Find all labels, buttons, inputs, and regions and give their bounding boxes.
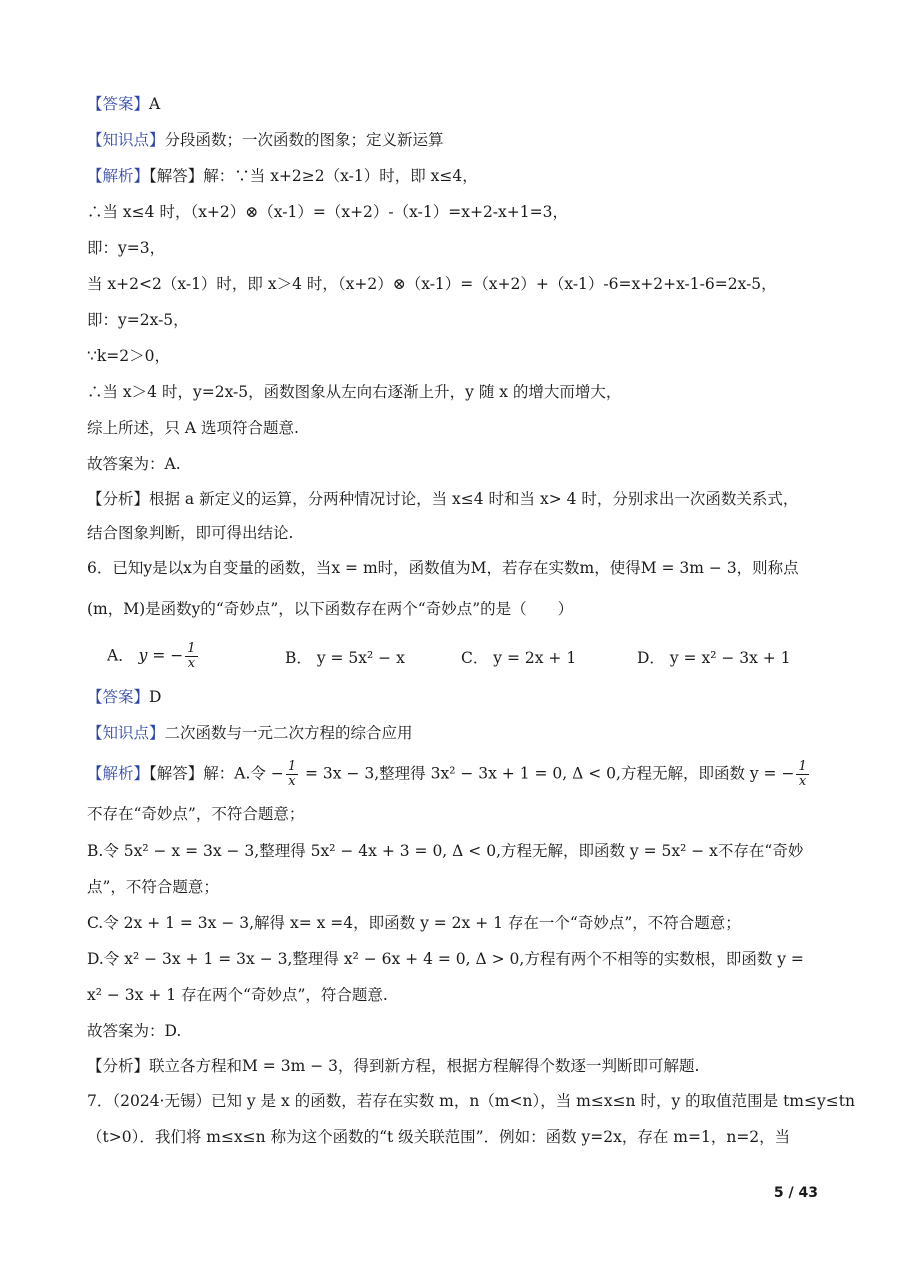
analysis-a-part2: = 3x − 3,整理得 3x² − 3x + 1 = 0, Δ < 0,方程无解，即函数 y = − [300, 764, 795, 783]
q6-final-answer: 故答案为：D. [87, 1022, 182, 1040]
q5-analysis-line-1: ∴当 x≤4 时，（x+2）⊗（x-1）=（x+2）-（x-1）=x+2-x+1=3， [87, 203, 568, 221]
q6-knowledge-line [87, 722, 825, 744]
q6-option-a [107, 642, 200, 671]
q7-stem-line-2: （t>0）．我们将 m≤x≤n 称为这个函数的“t 级关联范围”．例如：函数 y=2x，存在 m=1，n=2，当 [87, 1128, 791, 1146]
analysis-a-numerator-2: 1 [798, 759, 807, 774]
q6-analysis-b-line-2: 点”，不符合题意； [87, 878, 219, 896]
knowledge-tag: 【知识点】 [87, 724, 165, 742]
q6-analysis-a-line-2: 不存在“奇妙点”，不符合题意； [87, 805, 305, 823]
page-number: 5 / 43 [773, 1185, 818, 1201]
q6-stem-line-2: (m，M)是函数y的“奇妙点”，以下函数存在两个“奇妙点”的是（ ） [87, 600, 574, 618]
q5-fenxi-line-0: 【分析】根据 a 新定义的运算，分两种情况讨论，当 x≤4 时和当 x> 4 时，分别求出一次函数关系式， [87, 490, 799, 508]
q5-analysis-line-7: 综上所述，只 A 选项符合题意. [87, 419, 299, 437]
option-a-prefix: A． [107, 646, 134, 665]
q6-analysis-a-line [87, 760, 825, 789]
q6-answer: D [149, 688, 162, 706]
analysis-a-part1: 【解答】解：A.令 − [149, 764, 284, 783]
q6-fenxi: 【分析】联立各方程和M = 3m − 3，得到新方程，根据方程解得个数逐一判断即可解题. [87, 1057, 700, 1075]
q6-option-d: D． y = x² − 3x + 1 [637, 649, 791, 667]
q6-answer-line [87, 686, 825, 708]
analysis-tag: 【解析】 [87, 764, 150, 783]
analysis-text: 【解答】解：∵当 x+2≥2（x-1）时，即 x≤4， [149, 167, 478, 185]
q6-analysis-d-line-2: x² − 3x + 1 存在两个“奇妙点”，符合题意. [87, 986, 388, 1004]
q6-analysis-c-line: C.令 2x + 1 = 3x − 3,解得 x= x =4，即函数 y = 2x + 1 存在一个“奇妙点”，不符合题意； [87, 914, 741, 932]
option-a-fraction [185, 642, 197, 671]
option-a-lhs: y = − [138, 646, 184, 665]
analysis-a-numerator: 1 [287, 759, 297, 774]
analysis-tag: 【解析】 [87, 167, 150, 185]
q5-analysis-line-0 [87, 165, 825, 187]
q5-knowledge-line [87, 129, 825, 151]
option-a-denominator: x [187, 656, 196, 671]
q5-analysis-line-4: 即：y=2x-5， [87, 311, 189, 329]
option-a-numerator: 1 [187, 641, 196, 656]
q5-analysis-line-6: ∴当 x＞4 时，y=2x-5，函数图象从左向右逐渐上升，y 随 x 的增大而增大， [87, 383, 622, 401]
q5-analysis-line-8: 故答案为：A. [87, 455, 181, 473]
analysis-a-fraction-2 [796, 760, 808, 789]
analysis-a-denominator-2: x [798, 774, 807, 789]
analysis-a-fraction [286, 760, 298, 789]
q5-answer: A [149, 95, 161, 113]
q6-option-c: C． y = 2x + 1 [461, 649, 577, 667]
q6-analysis-d-line-1: D.令 x² − 3x + 1 = 3x − 3,整理得 x² − 6x + 4 = 0, Δ > 0,方程有两个不相等的实数根，即函数 y = [87, 950, 804, 968]
q6-knowledge: 二次函数与一元二次方程的综合应用 [164, 724, 413, 742]
answer-tag: 【答案】 [87, 95, 150, 113]
q7-stem-line-1: 7．（2024·无锡）已知 y 是 x 的函数，若存在实数 m，n（m<n），当 m≤x≤n 时，y 的取值范围是 tm≤y≤tn [87, 1092, 855, 1110]
q6-stem-line-1: 6．已知y是以x为自变量的函数，当x = m时，函数值为M，若存在实数m，使得M = 3m − 3，则称点 [87, 559, 799, 577]
q5-knowledge: 分段函数；一次函数的图象；定义新运算 [164, 131, 444, 149]
q6-option-b: B． y = 5x² − x [285, 649, 405, 667]
q5-answer-line [87, 93, 825, 115]
q5-analysis-line-2: 即：y=3， [87, 239, 166, 257]
q5-fenxi-line-1: 结合图象判断，即可得出结论. [87, 524, 294, 542]
answer-tag: 【答案】 [87, 688, 150, 706]
q5-analysis-line-5: ∵k=2＞0， [87, 347, 170, 365]
analysis-a-denominator: x [288, 774, 296, 789]
knowledge-tag: 【知识点】 [87, 131, 165, 149]
q5-analysis-line-3: 当 x+2<2（x-1）时，即 x＞4 时，（x+2）⊗（x-1）=（x+2）+（x-1）-6=x+2+x-1-6=2x-5， [87, 275, 777, 293]
q6-analysis-b-line-1: B.令 5x² − x = 3x − 3,整理得 5x² − 4x + 3 = 0, Δ < 0,方程无解，即函数 y = 5x² − x不存在“奇妙 [87, 842, 804, 860]
